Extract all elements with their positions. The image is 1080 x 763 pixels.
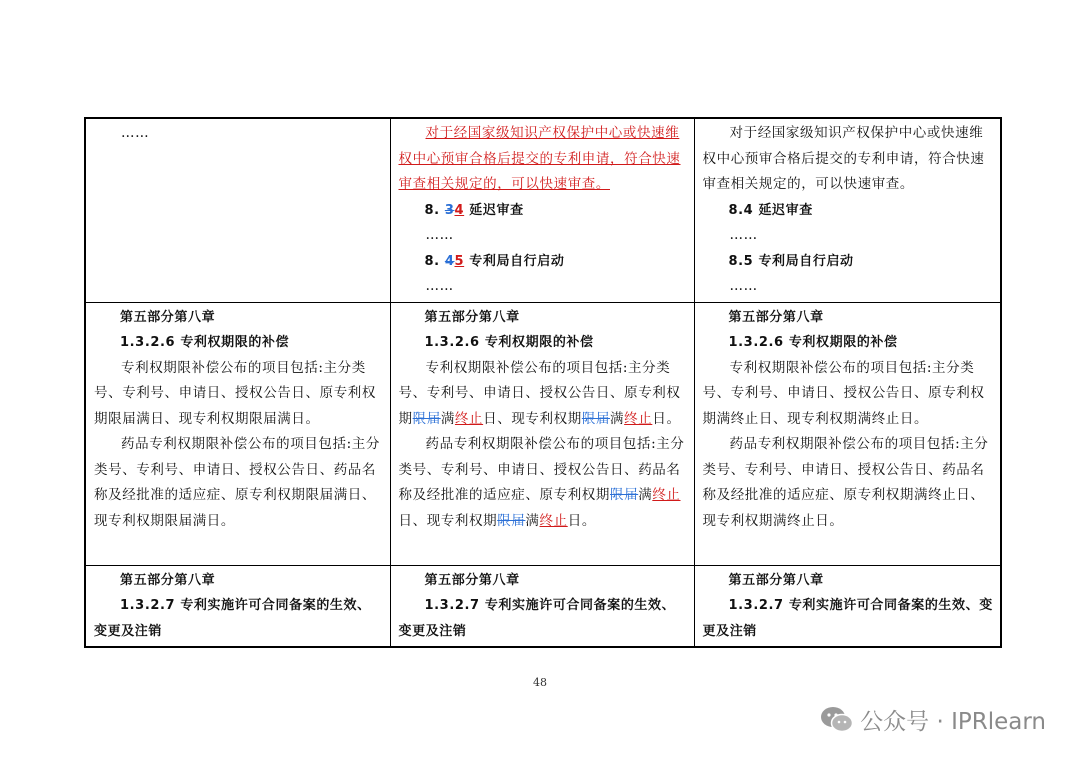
watermark [820, 703, 1046, 736]
section-heading: 1.3.2.6 专利权期限的补偿 [120, 335, 290, 350]
inserted-text: 终止 [624, 410, 653, 427]
section-heading: 1.3.2.6 专利权期限的补偿 [424, 335, 594, 350]
deleted-text: 限届 [497, 512, 526, 529]
chapter-heading: 第五部分第八章 [424, 572, 520, 588]
row3-col2 [390, 565, 694, 647]
chapter-heading: 第五部分第八章 [120, 309, 216, 325]
watermark-text: 公众号 · IPRlearn [860, 709, 1046, 735]
comparison-table [84, 117, 1002, 648]
inserted-text: 终止 [454, 410, 484, 427]
row3-col1 [85, 565, 390, 647]
row1-col1: …… [85, 118, 390, 302]
chapter-heading: 第五部分第八章 [424, 309, 520, 325]
chapter-heading: 第五部分第八章 [728, 572, 824, 588]
deleted-digit: 4 [444, 253, 455, 269]
table-row [85, 302, 1001, 565]
inserted-digit: 5 [454, 253, 465, 269]
row2-col2: 第五部分第八章 1.3.2.6 专利权期限的补偿 专利权期限补偿公布的项目包括:主分类号、专利号、申请日、授权公告日、原专利权期限届满终止日、现专利权期限届满终止日。 药品专利权期限补偿公布的项目包括:主分类号、专利号、申请日、授权公告日、药品名称及经批准的适应症、原专利权期限届满终止日、现专利权期限届满终止日。 [390, 302, 694, 565]
section-heading: 1.3.2.7 专利实施许可合同备案的生效、变更及注销 [398, 598, 676, 639]
item-8-4: 8. 34 延迟审查 [424, 202, 524, 218]
row1-col2: 对于经国家级知识产权保护中心或快速维权中心预审合格后提交的专利申请，符合快速审查相关规定的，可以快速审查。 8. 34 延迟审查 …… 8. 45 专利局自行启动 …… [390, 118, 694, 302]
deleted-text: 限届 [581, 410, 611, 427]
inserted-text: 终止 [539, 512, 568, 529]
row2-col1: 第五部分第八章 1.3.2.6 专利权期限的补偿 专利权期限补偿公布的项目包括:主分类号、专利号、申请日、授权公告日、原专利权期限届满日、现专利权期限届满日。 药品专利权期限补偿公布的项目包括:主分类号、专利号、申请日、授权公告日、药品名称及经批准的适应症、原专利权期限届满日、现专利权期限届满日。 [85, 302, 390, 565]
table-row [85, 118, 1001, 302]
row3-col3 [694, 565, 1001, 647]
deleted-text: 限届 [610, 487, 639, 503]
row1-col3: 对于经国家级知识产权保护中心或快速维权中心预审合格后提交的专利申请，符合快速审查相关规定的，可以快速审查。 8.4 延迟审查 …… 8.5 专利局自行启动 …… [694, 118, 1001, 302]
deleted-digit: 3 [444, 202, 455, 218]
inserted-text: 对于经国家级知识产权保护中心或快速维权中心预审合格后提交的专利申请，符合快速审查相关规定的，可以快速审查。 [398, 125, 681, 192]
item-8-5: 8. 45 专利局自行启动 [424, 253, 565, 269]
row2-col3: 第五部分第八章 1.3.2.6 专利权期限的补偿 专利权期限补偿公布的项目包括:主分类号、专利号、申请日、授权公告日、原专利权期满终止日、现专利权期满终止日。 药品专利权期限补偿公布的项目包括:主分类号、专利号、申请日、授权公告日、药品名称及经批准的适应症、原专利权期满终止日、现专利权期满终止日。 [694, 302, 1001, 565]
section-heading: 1.3.2.7 专利实施许可合同备案的生效、变更及注销 [94, 598, 371, 639]
inserted-text: 终止 [652, 487, 681, 503]
section-heading: 1.3.2.7 专利实施许可合同备案的生效、变更及注销 [702, 598, 993, 639]
page-number: 48 [533, 676, 547, 689]
chapter-heading: 第五部分第八章 [728, 309, 824, 325]
wechat-icon [820, 706, 854, 734]
chapter-heading: 第五部分第八章 [120, 572, 216, 588]
section-heading: 1.3.2.6 专利权期限的补偿 [728, 335, 898, 350]
deleted-text: 限届 [412, 410, 441, 427]
inserted-digit: 4 [454, 202, 465, 218]
table-row [85, 565, 1001, 647]
